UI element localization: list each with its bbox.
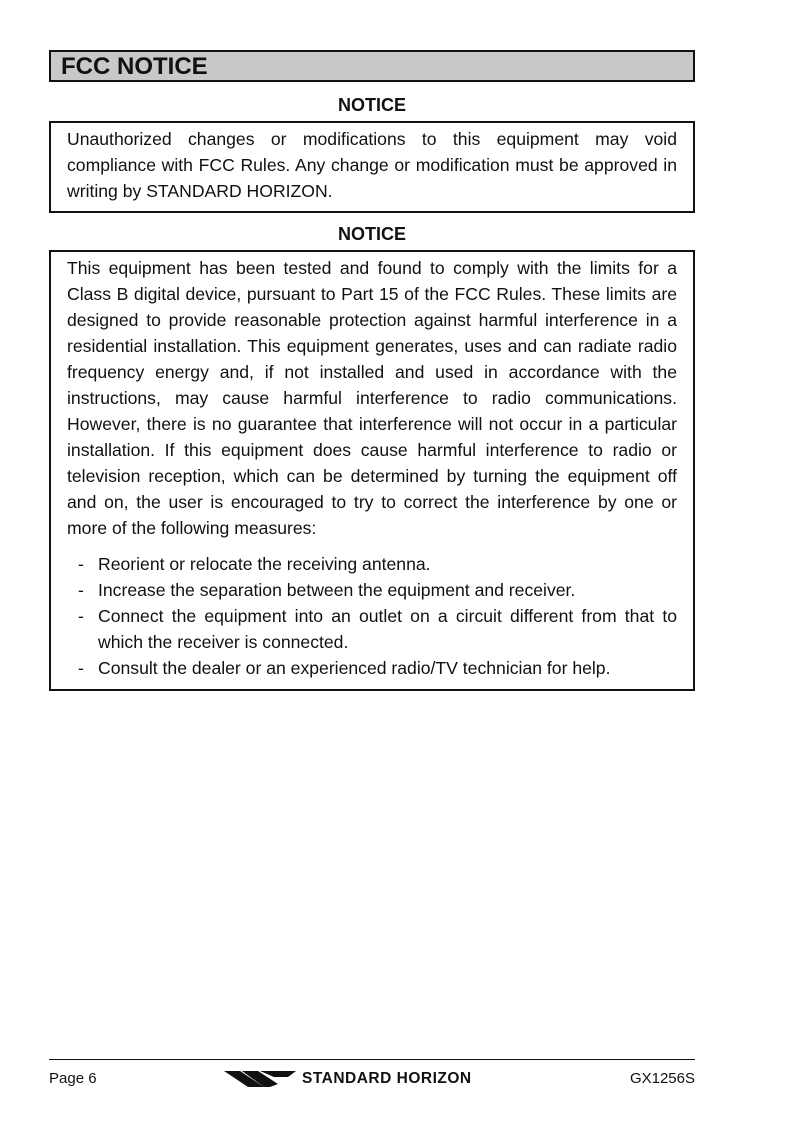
list-item [67, 551, 677, 577]
measure-text: Reorient or relocate the receiving antenna. [98, 554, 431, 574]
notice-box-1 [49, 121, 695, 213]
measures-list [67, 551, 677, 681]
measure-text: Connect the equipment into an outlet on a circuit different from that to which the receiver is connected. [98, 606, 677, 652]
model-number: GX1256S [629, 1070, 695, 1087]
standard-horizon-logo-icon [224, 1069, 296, 1089]
brand-name: STANDARD HORIZON [302, 1070, 472, 1087]
bullet-dash: - [78, 554, 84, 574]
notice-title-2: NOTICE [337, 224, 406, 244]
footer-divider [49, 1059, 695, 1060]
bullet-dash: - [78, 658, 84, 678]
brand [224, 1068, 472, 1090]
bullet-dash: - [78, 580, 84, 600]
bullet-dash: - [78, 606, 84, 626]
notice-title-1: NOTICE [337, 95, 406, 115]
measure-text: Consult the dealer or an experienced radio/TV technician for help. [98, 658, 611, 678]
list-item [67, 655, 677, 681]
page-number: Page 6 [49, 1070, 97, 1087]
page-footer [49, 1067, 695, 1091]
list-item [67, 577, 677, 603]
list-item [67, 603, 677, 655]
notice-box-2 [49, 250, 695, 691]
section-title: FCC NOTICE [49, 50, 695, 82]
measure-text: Increase the separation between the equipment and receiver. [98, 580, 576, 600]
notice-text-2: This equipment has been tested and found to comply with the limits for a Class B digital device, pursuant to Part 15 of the FCC Rules. These limits are designed to provide reasonable protection against harmful interference in a residential installation. This equipment generates, uses and can radiate radio frequency energy and, if not installed and used in accordance with the instructions, may cause harmful interference to radio communications. However, there is no guarantee that interference will not occur in a particular installation. If this equipment does cause harmful interference to radio or television reception, which can be determined by turning the equipment off and on, the user is encouraged to try to correct the interference by one or more of the following measures: [67, 258, 677, 538]
notice-text-1: Unauthorized changes or modifications to this equipment may void compliance with FCC Rules. Any change or modification must be approved in writing by STANDARD HORIZON. [67, 129, 677, 201]
